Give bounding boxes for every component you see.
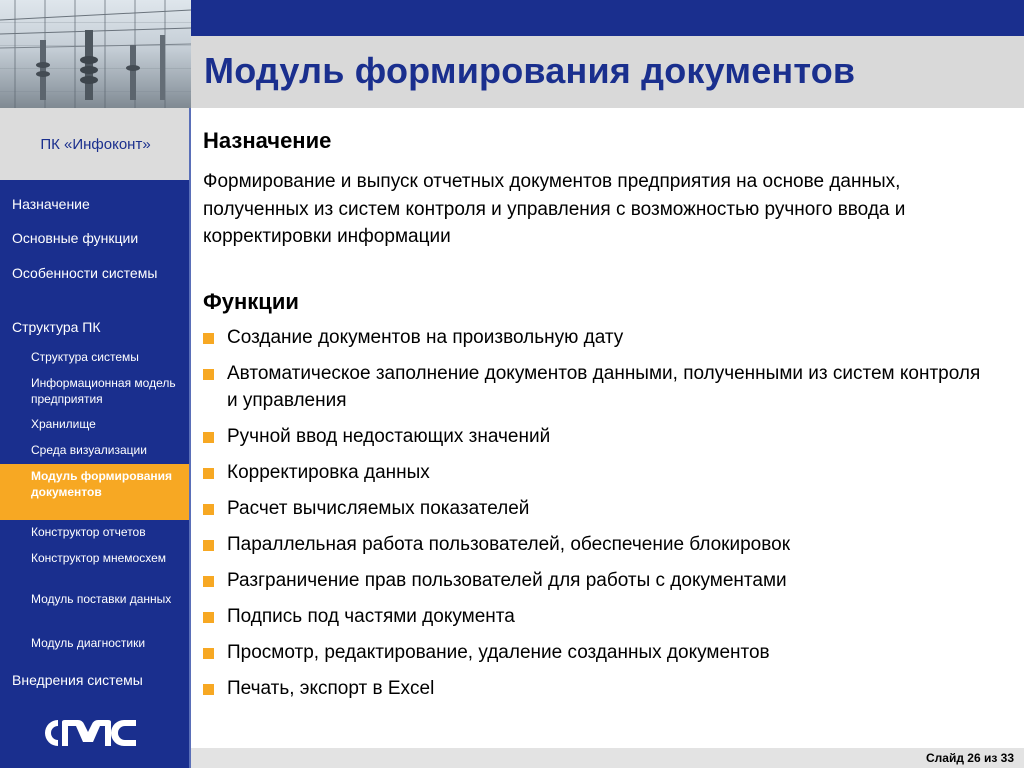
orange-square-bullet-icon (203, 648, 214, 659)
sidebar-item-deployments[interactable]: Внедрения системы (12, 672, 143, 688)
orange-square-bullet-icon (203, 468, 214, 479)
orange-square-bullet-icon (203, 540, 214, 551)
function-text: Расчет вычисляемых показателей (227, 498, 530, 519)
orange-square-bullet-icon (203, 684, 214, 695)
orange-square-bullet-icon (203, 369, 214, 380)
function-text: Создание документов на произвольную дату (227, 327, 624, 348)
sidebar-item-storage[interactable]: Хранилище (31, 417, 96, 431)
footer-bar (191, 748, 1024, 768)
purpose-heading: Назначение (203, 128, 332, 153)
sidebar-item-pk-structure[interactable]: Структура ПК (12, 319, 101, 335)
header-photo (0, 0, 191, 108)
orange-square-bullet-icon (203, 333, 214, 344)
product-name: ПК «Инфоконт» (40, 136, 151, 153)
orange-square-bullet-icon (203, 432, 214, 443)
sidebar-item-purpose[interactable]: Назначение (12, 196, 90, 212)
function-text: Печать, экспорт в Excel (227, 678, 435, 699)
purpose-text: Формирование и выпуск отчетных документов предприятия на основе данных, полученных из систем контроля и управления с возможностью ручного ввода и корректировки информации (203, 171, 906, 247)
sidebar-item-mnemonic-designer[interactable]: Конструктор мнемосхем (31, 551, 167, 565)
function-text: Подпись под частями документа (227, 606, 515, 627)
function-text: Разграничение прав пользователей для работы с документами (227, 570, 787, 591)
slide-counter: Слайд 26 из 33 (926, 751, 1014, 765)
function-text: Ручной ввод недостающих значений (227, 426, 551, 447)
function-text: Просмотр, редактирование, удаление созданных документов (227, 642, 770, 663)
sidebar-item-system-structure[interactable]: Структура системы (31, 350, 139, 364)
sidebar-item-system-features[interactable]: Особенности системы (12, 265, 158, 281)
orange-square-bullet-icon (203, 504, 214, 515)
sidebar-item-info-model[interactable]: Информационная модель предприятия (31, 376, 176, 406)
sidebar-item-visualization[interactable]: Среда визуализации (31, 443, 147, 457)
orange-square-bullet-icon (203, 612, 214, 623)
functions-heading: Функции (203, 289, 299, 314)
sidebar-item-main-functions[interactable]: Основные функции (12, 230, 139, 246)
sidebar-item-diagnostics[interactable]: Модуль диагностики (31, 636, 146, 650)
sidebar-item-report-designer[interactable]: Конструктор отчетов (31, 525, 146, 539)
function-text: Автоматическое заполнение документов данными, полученными из систем контроля и управления (227, 363, 981, 411)
function-text: Корректировка данных (227, 462, 430, 483)
orange-square-bullet-icon (203, 576, 214, 587)
top-band (191, 0, 1024, 36)
page-title: Модуль формирования документов (204, 50, 856, 91)
cmc-logo-icon (38, 716, 138, 755)
sidebar-item-data-supply[interactable]: Модуль поставки данных (31, 592, 172, 606)
sidebar-divider (189, 108, 191, 768)
function-text: Параллельная работа пользователей, обеспечение блокировок (227, 534, 791, 555)
sidebar-item-document-module[interactable]: Модуль формирования документов (0, 464, 189, 520)
